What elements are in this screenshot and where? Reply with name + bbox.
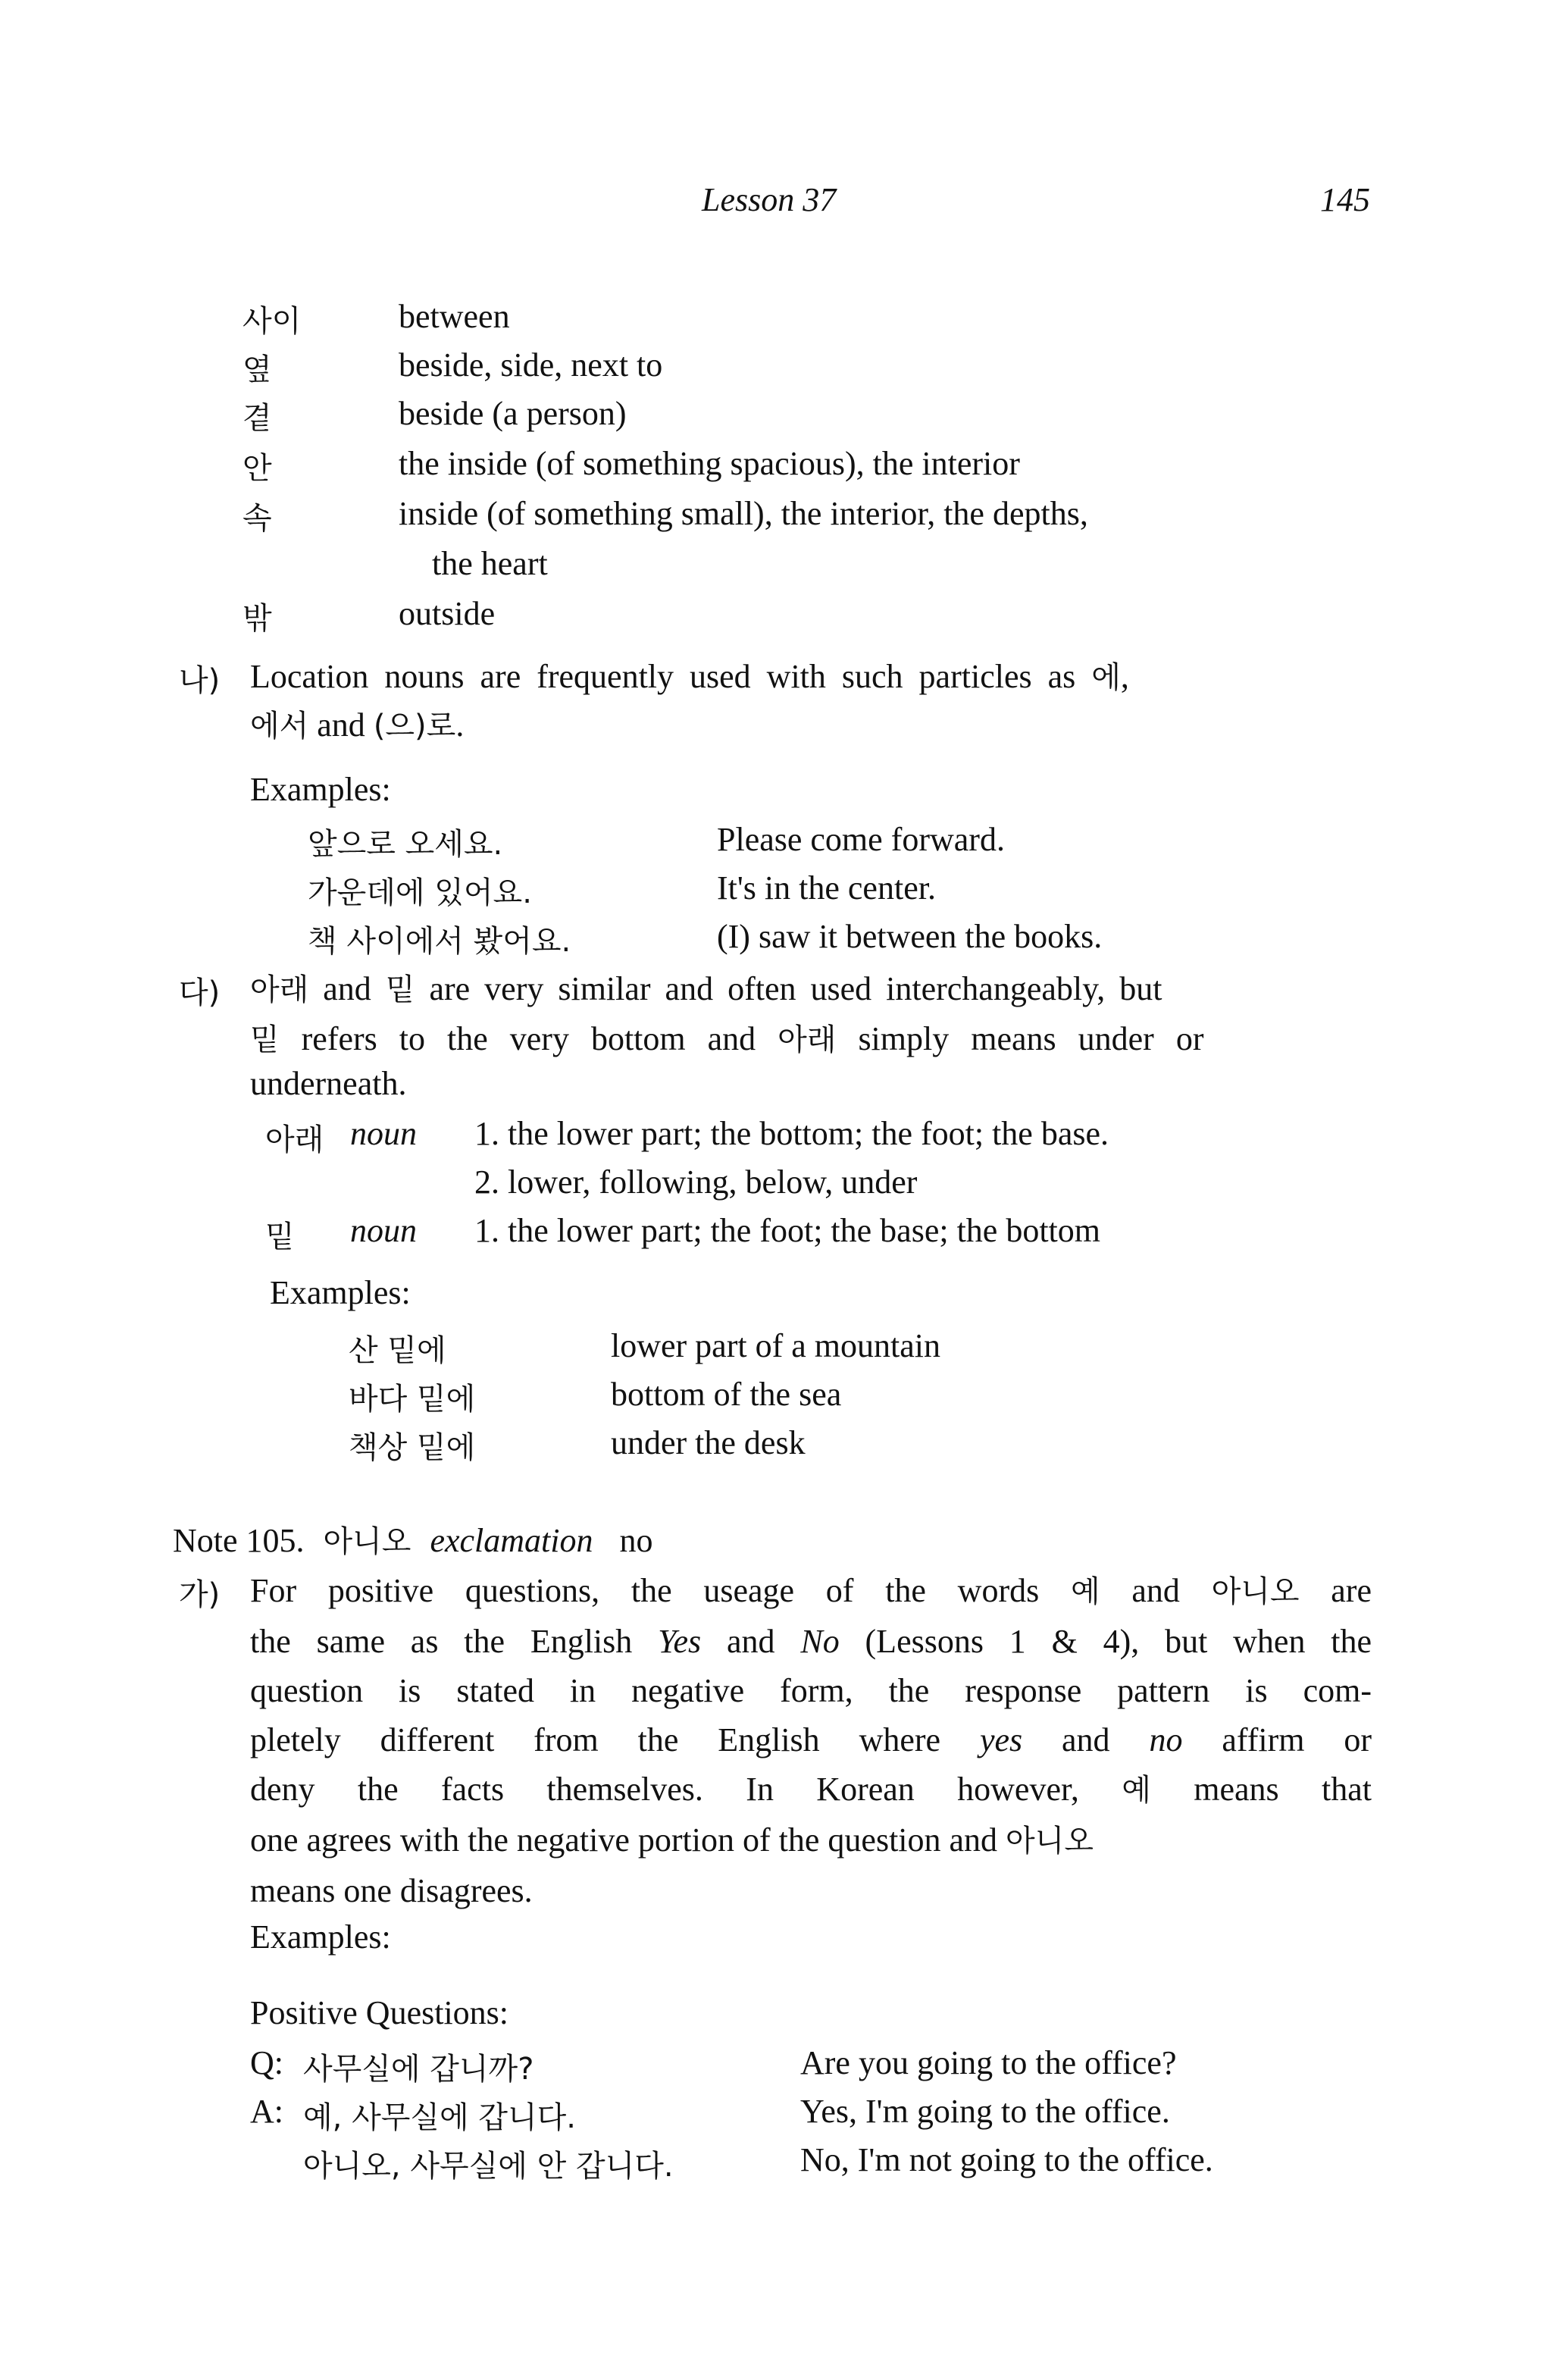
answer-english: Yes, I'm going to the office. (800, 2093, 1170, 2130)
italic-term: no (1149, 1721, 1183, 1758)
text-run: (Lessons 1 & 4), but when the (839, 1623, 1372, 1660)
section-label: 나) (179, 663, 221, 698)
vocab-english: outside (399, 595, 496, 632)
question-korean: 사무실에 갑니까? (303, 2052, 534, 2087)
example-english: Please come forward. (717, 821, 1005, 858)
vocab-item (0, 594, 1552, 643)
vocab-korean: 옆 (242, 352, 272, 387)
text-run: means that (1150, 1771, 1372, 1808)
vocab-item (0, 444, 1552, 493)
example-english: lower part of a mountain (611, 1327, 940, 1364)
definition-pos: noun (350, 1212, 417, 1249)
text-run: and (701, 1623, 801, 1660)
example-english: It's in the center. (717, 869, 936, 907)
definition-korean: 밑 (265, 1220, 295, 1254)
text-run: For positive questions, the useage of the words (250, 1572, 1071, 1609)
note-paragraph (250, 1566, 1372, 1915)
paragraph-line (250, 1765, 1372, 1815)
text-run: one agrees with the negative portion of the question and (250, 1821, 1006, 1859)
paragraph-line (250, 1666, 1372, 1715)
definition-item: 2. lower, following, below, under (474, 1163, 918, 1201)
vocab-english: beside, side, next to (399, 346, 663, 384)
answer-english: No, I'm not going to the office. (800, 2141, 1213, 2178)
example-korean: 바다 밑에 (349, 1382, 476, 1417)
page-number: 145 (1320, 181, 1370, 218)
vocab-item (0, 297, 1552, 346)
vocab-korean: 안 (242, 451, 272, 486)
paragraph-line: underneath. (250, 1065, 407, 1102)
note-heading (173, 1517, 653, 1561)
text-run: and (1022, 1721, 1150, 1758)
q-label: Q: (250, 2044, 283, 2081)
vocab-english-continued: the heart (432, 545, 548, 582)
answer-korean: 아니오, 사무실에 안 갑니다. (303, 2149, 674, 2184)
vocab-english: between (399, 298, 510, 335)
definition-korean: 아래 (265, 1123, 324, 1157)
vocab-english: the inside (of something spacious), the interior (399, 445, 1020, 482)
example-korean: 앞으로 오세요. (308, 827, 503, 862)
vocab-korean: 속 (242, 501, 272, 536)
example-korean: 책 사이에서 봤어요. (308, 924, 571, 959)
paragraph-line: 아래 and 밑 are very similar and often used interchangeably, but (250, 970, 1162, 1007)
definition-pos: noun (350, 1115, 417, 1152)
italic-term: No (800, 1623, 840, 1660)
examples-label: Examples: (250, 1918, 391, 1956)
vocab-korean: 밖 (242, 601, 272, 636)
note-gloss: no (619, 1522, 653, 1559)
example-english: bottom of the sea (611, 1376, 842, 1413)
text-run: the same as the English (250, 1623, 659, 1660)
vocab-korean: 사이 (242, 304, 302, 339)
note-title: Note 105. (173, 1522, 305, 1559)
paragraph-line (250, 1617, 1372, 1666)
example-korean: 산 밑에 (349, 1333, 446, 1368)
text-run: and (1100, 1572, 1212, 1609)
a-label: A: (250, 2093, 283, 2130)
korean-term: 아니오 (1006, 1824, 1094, 1859)
paragraph-line (250, 1566, 1372, 1617)
korean-term: 예 (1070, 1574, 1100, 1609)
text-run: deny the facts themselves. In Korean however, (250, 1771, 1122, 1808)
vocab-english: beside (a person) (399, 395, 627, 432)
text-run: question is stated in negative form, the response pattern is com- (250, 1672, 1372, 1709)
question-english: Are you going to the office? (800, 2044, 1177, 2081)
example-english: (I) saw it between the books. (717, 918, 1103, 955)
section-label: 다) (179, 975, 221, 1010)
example-korean: 가운데에 있어요. (308, 875, 532, 910)
korean-term: 아니오 (1211, 1574, 1300, 1609)
section-label: 가) (179, 1577, 221, 1612)
example-english: under the desk (611, 1424, 806, 1461)
vocab-korean: 곁 (242, 401, 272, 436)
korean-term: 예 (1122, 1773, 1151, 1808)
paragraph-line (250, 1866, 1372, 1915)
note-korean: 아니오 (323, 1524, 411, 1559)
positive-questions-label: Positive Questions: (250, 1994, 509, 2031)
example-korean: 책상 밑에 (349, 1430, 476, 1465)
paragraph-line (250, 1815, 1372, 1866)
text-run: means one disagrees. (250, 1872, 533, 1909)
page-header-title: Lesson 37 (702, 181, 837, 218)
note-pos: exclamation (430, 1522, 593, 1559)
paragraph-line (250, 1715, 1372, 1765)
definition-item: 1. the lower part; the bottom; the foot; the base. (474, 1115, 1109, 1152)
text-run: are (1299, 1572, 1372, 1609)
paragraph-line: 에서 and (으)로. (250, 706, 465, 744)
definition-item: 1. the lower part; the foot; the base; the bottom (474, 1212, 1101, 1249)
answer-korean: 예, 사무실에 갑니다. (303, 2100, 576, 2135)
vocab-english: inside (of something small), the interior, the depths, (399, 495, 1088, 532)
examples-label: Examples: (270, 1274, 411, 1311)
italic-term: yes (979, 1721, 1023, 1758)
vocab-item (0, 394, 1552, 443)
paragraph-line: 밑 refers to the very bottom and 아래 simply means under or (250, 1020, 1204, 1057)
vocab-item (0, 346, 1552, 394)
text-run: affirm or (1182, 1721, 1372, 1758)
paragraph-line: Location nouns are frequently used with such particles as 에, (250, 658, 1129, 695)
vocab-item (0, 494, 1552, 593)
text-run: pletely different from the English where (250, 1721, 980, 1758)
examples-label: Examples: (250, 771, 391, 808)
italic-term: Yes (658, 1623, 702, 1660)
